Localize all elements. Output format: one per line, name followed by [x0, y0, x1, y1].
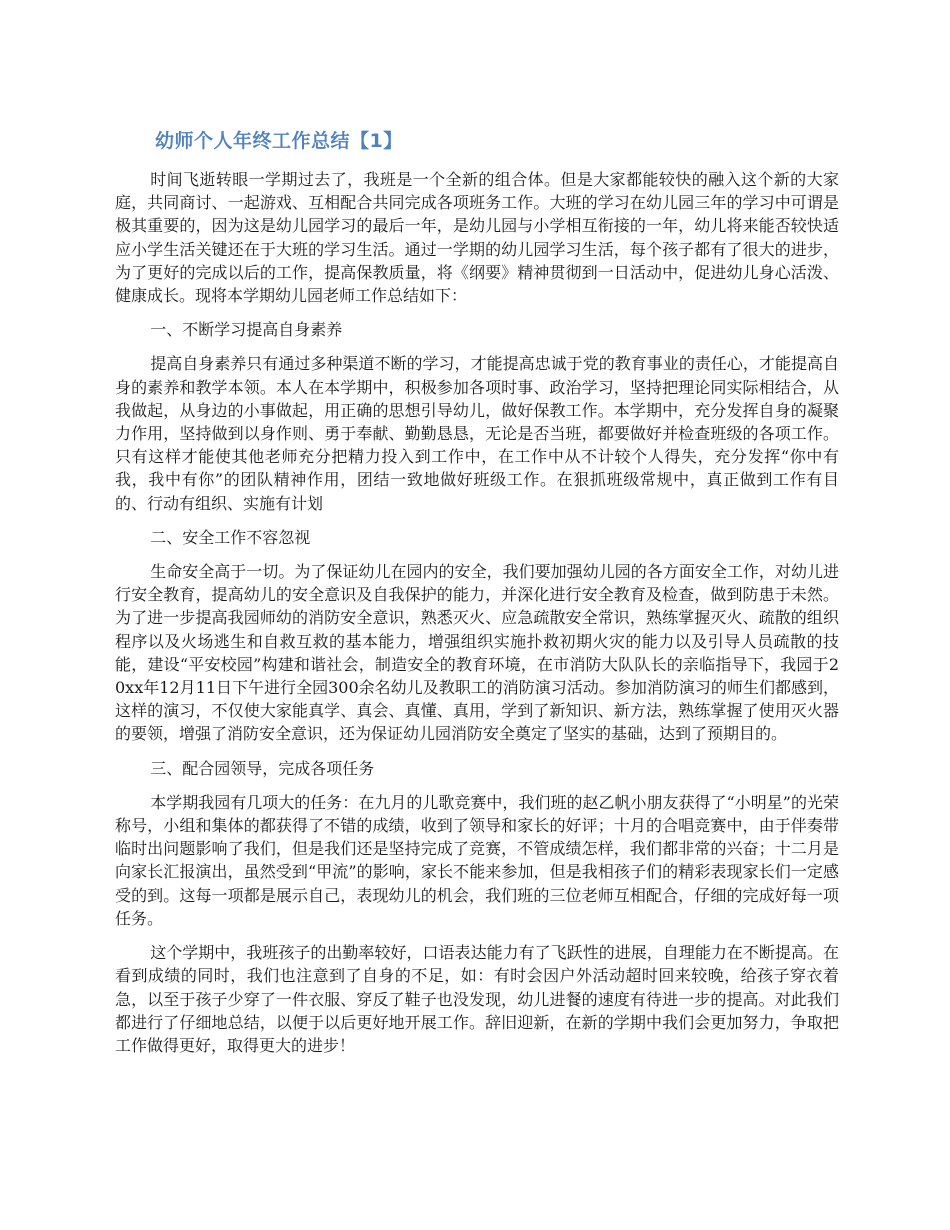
section-3-paragraph: 本学期我园有几项大的任务：在九月的儿歌竞赛中，我们班的赵乙帆小朋友获得了“小明星”的光荣称号，小组和集体的都获得了不错的成绩，收到了领导和家长的好评；十月的合唱竞赛中，由于伴奏带临时出问题影响了我们，但是我们还是坚持完成了竞赛，不管成绩怎样，我们都非常的兴奋；十二月是向家长汇报演出，虽然受到“甲流”的影响，家长不能来参加，但是我相孩子们的精彩表现家长们一定感受的到。这每一项都是展示自己，表现幼儿的机会，我们班的三位老师互相配合，仔细的完成好每一项任务。 — [115, 792, 839, 928]
intro-paragraph: 时间飞逝转眼一学期过去了，我班是一个全新的组合体。但是大家都能较快的融入这个新的大家庭，共同商讨、一起游戏、互相配合共同完成各项班务工作。大班的学习在幼儿园三年的学习中可谓是极其重要的，因为这是幼儿园学习的最后一年，是幼儿园与小学相互衔接的一年，幼儿将来能否较快适应小学生活关键还在于大班的学习生活。通过一学期的幼儿园学习生活，每个孩子都有了很大的进步，为了更好的完成以后的工作，提高保教质量，将《纲要》精神贯彻到一日活动中，促进幼儿身心活泼、健康成长。现将本学期幼儿园老师工作总结如下： — [115, 170, 839, 306]
section-heading-1: 一、不断学习提高自身素养 — [150, 320, 343, 340]
section-heading-2: 二、安全工作不容忽视 — [150, 527, 311, 547]
section-heading-3: 三、配合园领导，完成各项任务 — [150, 758, 375, 778]
section-2-paragraph: 生命安全高于一切。为了保证幼儿在园内的安全，我们要加强幼儿园的各方面安全工作，对幼儿进行安全教育，提高幼儿的安全意识及自我保护的能力，并深化进行安全教育及检查，做到防患于未然。为了进一步提高我园师幼的消防安全意识，熟悉灭火、应急疏散安全常识，熟练掌握灭火、疏散的组织程序以及火场逃生和自救互救的基本能力，增强组织实施扑救初期火灾的能力以及引导人员疏散的技能，建设“平安校园”构建和谐社会，制造安全的教育环境，在市消防大队队长的亲临指导下，我园于20xx年12月11日下午进行全园300余名幼儿及教职工的消防演习活动。参加消防演习的师生们都感到，这样的演习，不仅使大家能真学、真会、真懂、真用，学到了新知识、新方法，熟练掌握了使用灭火器的要领，增强了消防安全意识，还为保证幼儿园消防安全奠定了坚实的基础，达到了预期目的。 — [115, 562, 839, 744]
document-body — [115, 168, 839, 1068]
document-title: 幼师个人年终工作总结【1】 — [155, 130, 403, 152]
section-1-paragraph: 提高自身素养只有通过多种渠道不断的学习，才能提高忠诚于党的教育事业的责任心，才能提高自身的素养和教学本领。本人在本学期中，积极参加各项时事、政治学习，坚持把理论同实际相结合，从我做起，从身边的小事做起，用正确的思想引导幼儿，做好保教工作。本学期中，充分发挥自身的凝聚力作用，坚持做到以身作则、勇于奉献、勤勤恳恳，无论是否当班，都要做好并检查班级的各项工作。只有这样才能使其他老师充分把精力投入到工作中，在工作中从不计较个人得失，充分发挥“你中有我，我中有你”的团队精神作用，团结一致地做好班级工作。在狠抓班级常规中，真正做到工作有目的、行动有组织、实施有计划 — [115, 354, 839, 513]
closing-paragraph: 这个学期中，我班孩子的出勤率较好，口语表达能力有了飞跃性的进展，自理能力在不断提高。在看到成绩的同时，我们也注意到了自身的不足，如：有时会因户外活动超时回来较晚，给孩子穿衣着急，以至于孩子少穿了一件衣服、穿反了鞋子也没发现，幼儿进餐的速度有待进一步的提高。对此我们都进行了仔细地总结，以便于以后更好地开展工作。辞旧迎新，在新的学期中我们会更加努力，争取把工作做得更好，取得更大的进步！ — [115, 943, 839, 1055]
